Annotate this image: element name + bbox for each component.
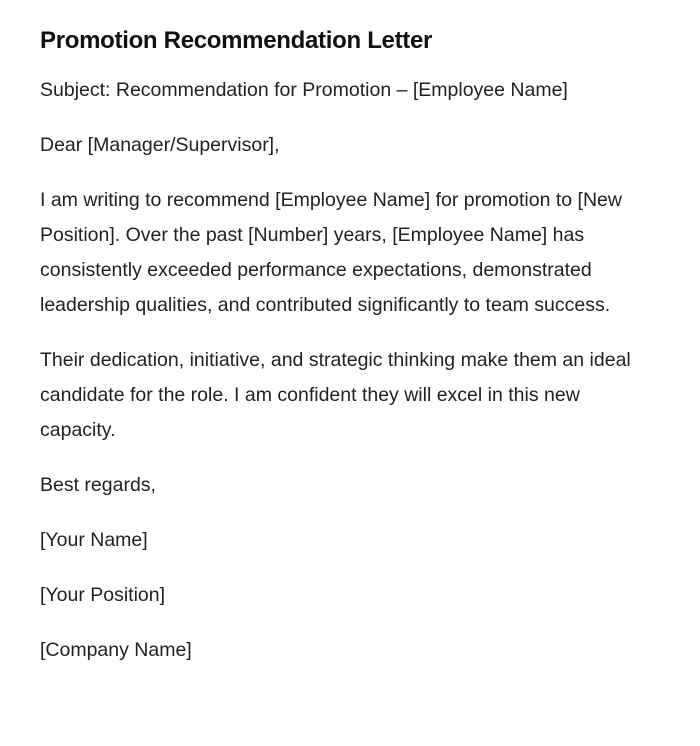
body-paragraph-1: I am writing to recommend [Employee Name] for promotion to [New Position]. Over the past [Number] years, [Employee Name] has consistently exceeded performance expectations, demonstrated leadership qualities, and contributed significantly to team success. (40, 189, 622, 316)
salutation: Dear [Manager/Supervisor], (40, 134, 280, 156)
signer-position: [Your Position] (40, 584, 166, 606)
signer-name: [Your Name] (40, 529, 148, 551)
subject-line: Subject: Recommendation for Promotion – [Employee Name] (40, 79, 568, 101)
company-name: [Company Name] (40, 639, 192, 661)
document-title: Promotion Recommendation Letter (40, 27, 433, 54)
body-paragraph-2: Their dedication, initiative, and strategic thinking make them an ideal candidate for the role. I am confident they will excel in this new capacity. (40, 349, 631, 441)
closing: Best regards, (40, 474, 156, 496)
